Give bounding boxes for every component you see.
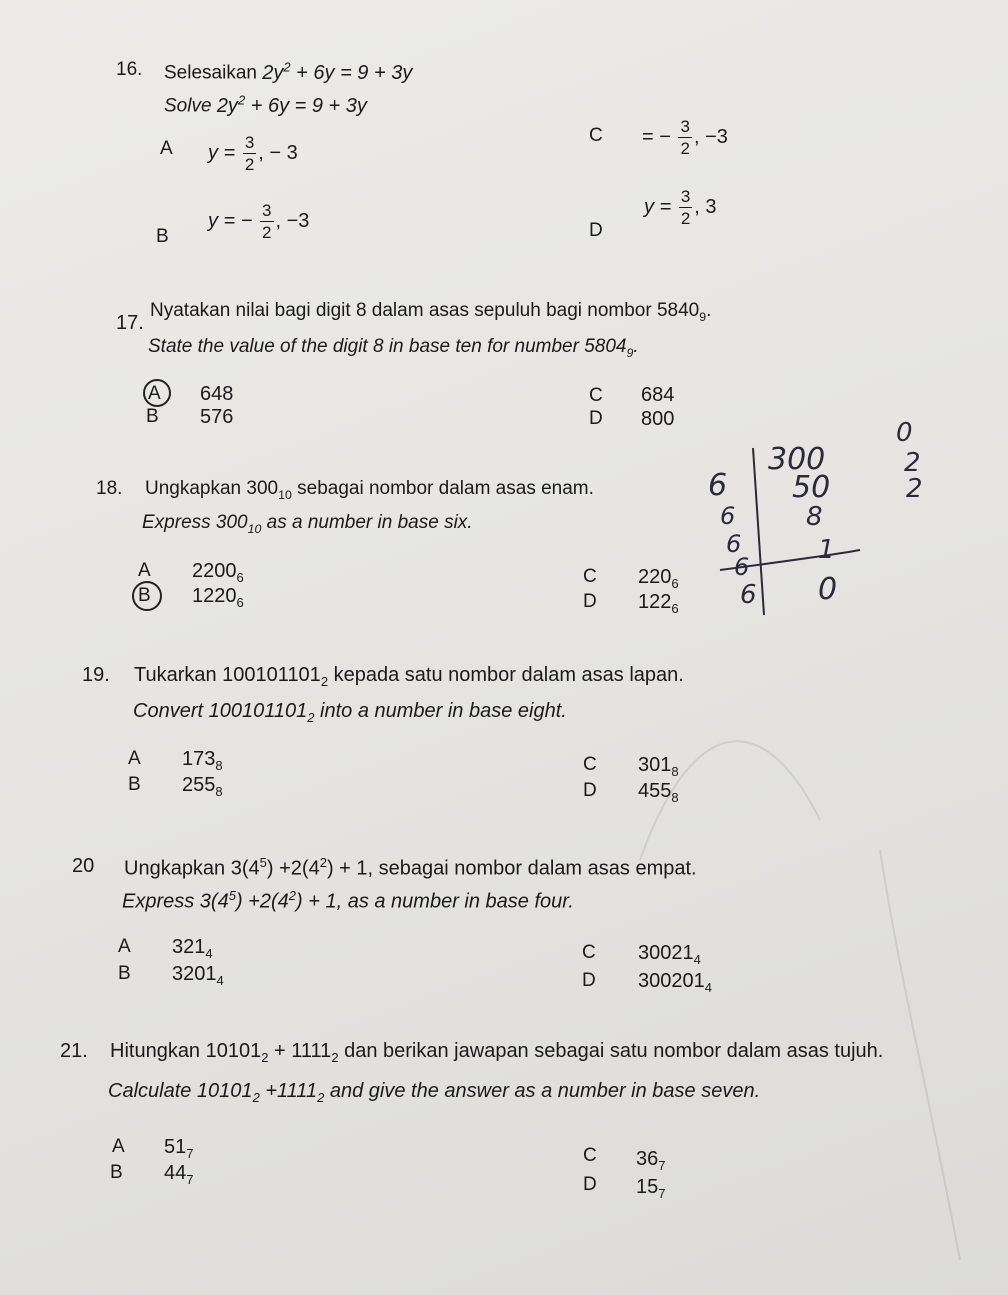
q20-option-a-letter[interactable]: A xyxy=(118,936,131,957)
q16-option-a[interactable]: y = $\frac{3}{2}$ , − 3 xyxy=(208,133,298,174)
q17-option-b-letter[interactable]: B xyxy=(146,406,159,427)
q20-option-b-letter[interactable]: B xyxy=(118,963,131,984)
q19-option-d-value[interactable]: $455_8$ xyxy=(638,780,679,805)
q19-english-text: Convert $100101101_2$ into a number in base eight. xyxy=(133,700,567,725)
q21-option-c-letter[interactable]: C xyxy=(583,1145,597,1166)
q18-english-text: Express $300_{10}$ as a number in base six. xyxy=(142,512,473,536)
hw-divisor-1: 6 xyxy=(708,468,728,503)
q21-option-b-letter[interactable]: B xyxy=(110,1162,123,1183)
q17-option-c-value[interactable]: 684 xyxy=(641,384,675,406)
hw-quotient-0: 0 xyxy=(818,572,838,607)
q19-option-a-letter[interactable]: A xyxy=(128,748,141,769)
hw-divisor-3: 6 xyxy=(726,530,742,558)
hw-dividend-300: 300 xyxy=(768,442,826,477)
q18-option-b-letter[interactable]: B xyxy=(138,585,151,606)
handwritten-division-working xyxy=(700,418,970,630)
q21-option-a-value[interactable]: $51_7$ xyxy=(164,1136,194,1161)
q16-malay-text xyxy=(164,59,412,85)
hw-quotient-8: 8 xyxy=(806,502,823,532)
q18-malay-text: Ungkapkan $300_{10}$ sebagai nombor dalam asas enam. xyxy=(145,478,594,502)
hw-divisor-5: 6 xyxy=(740,580,757,610)
q16-number: 16. xyxy=(116,59,143,80)
q16-english-label: Solve xyxy=(164,95,212,117)
q18-option-a-value[interactable]: $2200_6$ xyxy=(192,560,244,585)
q19-option-b-value[interactable]: $255_8$ xyxy=(182,774,223,799)
q17-english-text: State the value of the digit 8 in base ten for number $5804_9$. xyxy=(148,336,639,360)
q19-number: 19. xyxy=(82,664,110,686)
fraction: $\frac{3}{2}$ xyxy=(244,133,255,174)
q18-option-b-value[interactable]: $1220_6$ xyxy=(192,585,244,610)
q17-number: 17. xyxy=(116,312,144,334)
q16-option-d-letter[interactable]: D xyxy=(589,220,603,241)
q19-option-b-letter[interactable]: B xyxy=(128,774,141,795)
q16-option-d[interactable]: y = $\frac{3}{2}$ , 3 xyxy=(644,187,717,228)
q16-equation: $2y^2 + 6y = 9 + 3y$ xyxy=(262,59,413,84)
q16-english-text xyxy=(164,92,367,118)
q20-option-c-letter[interactable]: C xyxy=(582,942,596,963)
q17-option-a-value[interactable]: 648 xyxy=(200,383,234,405)
q20-malay-text: Ungkapkan $3(4^5) +2(4^2) + 1$, sebagai nombor dalam asas empat. xyxy=(124,855,697,880)
q19-option-d-letter[interactable]: D xyxy=(583,780,597,801)
q16-option-b[interactable]: y = − $\frac{3}{2}$ , −3 xyxy=(208,201,310,242)
q21-option-b-value[interactable]: $44_7$ xyxy=(164,1162,194,1187)
hw-divisor-4: 6 xyxy=(734,553,750,581)
q20-number: 20 xyxy=(72,855,95,877)
q20-option-a-value[interactable]: $321_4$ xyxy=(172,936,213,961)
q18-option-c-value[interactable]: $220_6$ xyxy=(638,566,679,591)
fraction: $\frac{3}{2}$ xyxy=(262,201,272,242)
hw-divisor-2: 6 xyxy=(720,502,736,530)
q20-option-d-value[interactable]: $300201_4$ xyxy=(638,970,712,995)
q17-option-d-letter[interactable]: D xyxy=(589,408,603,429)
q19-malay-text: Tukarkan $100101101_2$ kepada satu nombor dalam asas lapan. xyxy=(134,664,684,689)
q17-option-c-letter[interactable]: C xyxy=(589,385,603,406)
hw-remainder-0: 0 xyxy=(896,418,913,448)
q17-option-d-value[interactable]: 800 xyxy=(641,408,675,430)
hw-quotient-50: 50 xyxy=(792,470,831,505)
q21-option-a-letter[interactable]: A xyxy=(112,1136,125,1157)
q20-option-b-value[interactable]: $3201_4$ xyxy=(172,963,224,988)
q20-english-text: Express $3(4^5) +2(4^2) + 1$, as a number in base four. xyxy=(122,888,574,913)
hw-quotient-1: 1 xyxy=(818,535,835,565)
q19-option-a-value[interactable]: $173_8$ xyxy=(182,748,223,773)
q18-option-c-letter[interactable]: C xyxy=(583,566,597,587)
fraction: $\frac{3}{2}$ xyxy=(680,117,690,158)
q21-number: 21. xyxy=(60,1040,88,1062)
q21-malay-text: Hitungkan $10101_2 + 1111_2$ dan berikan jawapan sebagai satu nombor dalam asas tujuh. xyxy=(110,1040,884,1065)
q19-option-c-value[interactable]: $301_8$ xyxy=(638,754,679,779)
q17-malay-text: Nyatakan nilai bagi digit 8 dalam asas sepuluh bagi nombor $5840_9$. xyxy=(150,300,712,324)
q18-number: 18. xyxy=(96,478,123,499)
q21-option-d-letter[interactable]: D xyxy=(583,1174,597,1195)
q20-option-d-letter[interactable]: D xyxy=(582,970,596,991)
q21-english-text: Calculate $10101_2 +1111_2$ and give the answer as a number in base seven. xyxy=(108,1080,761,1105)
fraction: $\frac{3}{2}$ xyxy=(680,187,691,228)
q19-option-c-letter[interactable]: C xyxy=(583,754,597,775)
q17-option-a-letter[interactable]: A xyxy=(148,383,161,404)
q16-equation-en: $2y^2 + 6y = 9 + 3y$ xyxy=(216,92,367,117)
q16-option-b-letter[interactable]: B xyxy=(156,226,169,247)
q16-option-c[interactable]: = − $\frac{3}{2}$ , −3 xyxy=(642,117,728,158)
q21-option-c-value[interactable]: $36_7$ xyxy=(636,1148,666,1173)
q20-option-c-value[interactable]: $30021_4$ xyxy=(638,942,701,967)
q18-option-a-letter[interactable]: A xyxy=(138,560,151,581)
q18-option-d-value[interactable]: $122_6$ xyxy=(638,591,679,616)
q21-option-d-value[interactable]: $15_7$ xyxy=(636,1176,666,1201)
q18-option-d-letter[interactable]: D xyxy=(583,591,597,612)
q17-option-b-value[interactable]: 576 xyxy=(200,406,234,428)
hw-remainder-2a: 2 xyxy=(904,448,921,478)
q16-malay-label: Selesaikan xyxy=(164,62,257,84)
q16-option-a-letter[interactable]: A xyxy=(160,138,173,159)
hw-remainder-2b: 2 xyxy=(906,474,923,504)
q16-option-c-letter[interactable]: C xyxy=(589,125,603,146)
